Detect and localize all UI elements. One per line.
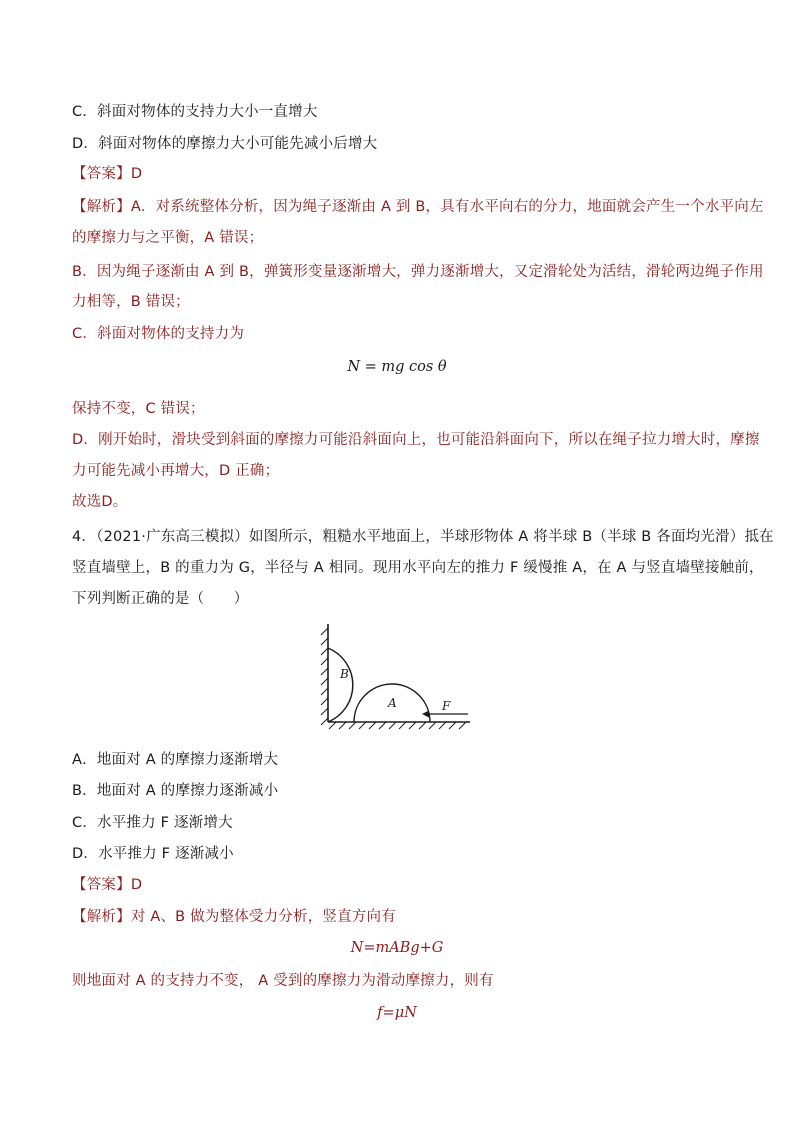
wall-hatching: [321, 628, 328, 725]
option-d: D．水平推力 F 逐渐减小: [72, 846, 234, 862]
option-a: A．地面对 A 的摩擦力逐渐增大: [72, 752, 279, 768]
label-a: A: [388, 696, 397, 710]
answer-tag-2: 【答案】: [72, 877, 131, 893]
answer-line: [72, 164, 142, 184]
analysis-line-8: 力可能先减小再增大，D 正确；: [72, 463, 280, 479]
label-f: F: [442, 699, 451, 713]
analysis-2-text: 对 A、B 做为整体受力分析，竖直方向有: [130, 909, 396, 925]
analysis-line-5: C．斜面对物体的支持力为: [72, 326, 245, 342]
hemisphere-diagram-svg: [318, 618, 478, 736]
option-d-text: D．斜面对物体的摩擦力大小可能先减小后增大: [72, 136, 378, 152]
analysis-line-9: 故选D。: [72, 494, 128, 510]
label-b: B: [340, 667, 349, 681]
answer-value: D: [130, 166, 143, 182]
hemisphere-b-outline: [328, 648, 353, 722]
analysis-line-4: 力相等，B 错误；: [72, 294, 190, 310]
answer-line-2: [72, 875, 142, 895]
option-c-text: C．斜面对物体的支持力大小一直增大: [72, 104, 318, 120]
analysis-line-3: B．因为绳子逐渐由 A 到 B，弹簧形变量逐渐增大，弹力逐渐增大，又定滑轮处为活结，滑轮两边绳子作用: [72, 264, 764, 280]
answer-value-2: D: [130, 877, 143, 893]
equation-vertical-balance: N=mABg+G: [350, 940, 444, 956]
question-4-line-3: 下列判断正确的是（ ）: [72, 591, 249, 607]
analysis-tag: 【解析】: [72, 199, 131, 215]
analysis-2-line-1: [72, 907, 396, 927]
question-4-line-2: 竖直墙壁上，B 的重力为 G，半径与 A 相同。现用水平向左的推力 F 缓慢推 A，在 A 与竖直墙壁接触前，: [72, 560, 764, 576]
force-arrow-head: [422, 711, 429, 718]
analysis-tag-2: 【解析】: [72, 909, 131, 925]
equation-normal-force: N = mg cos θ: [347, 359, 447, 375]
hemisphere-diagram: [318, 618, 478, 736]
analysis-text: A．对系统整体分析，因为绳子逐渐由 A 到 B，具有水平向右的分力，地面就会产生一个水平向左: [130, 199, 764, 215]
analysis-line-2: 的摩擦力与之平衡，A 错误；: [72, 230, 264, 246]
ground-hatching: [329, 722, 466, 729]
analysis-2-line-2: 则地面对 A 的支持力不变， A 受到的摩擦力为滑动摩擦力，则有: [72, 973, 494, 989]
analysis-line-6: 保持不变，C 错误；: [72, 401, 205, 417]
analysis-line-1: [72, 197, 764, 217]
option-c: C．水平推力 F 逐渐增大: [72, 815, 233, 831]
option-b: B．地面对 A 的摩擦力逐渐减小: [72, 783, 279, 799]
question-4-line-1: 4．（2021·广东高三模拟）如图所示，粗糙水平地面上，半球形物体 A 将半球 B（半球 B 各面均光滑）抵在: [72, 529, 774, 545]
answer-tag: 【答案】: [72, 166, 131, 182]
equation-friction: f=μN: [377, 1005, 417, 1021]
analysis-line-7: D．刚开始时，滑块受到斜面的摩擦力可能沿斜面向上，也可能沿斜面向下，所以在绳子拉力增大时，摩擦: [72, 432, 760, 448]
